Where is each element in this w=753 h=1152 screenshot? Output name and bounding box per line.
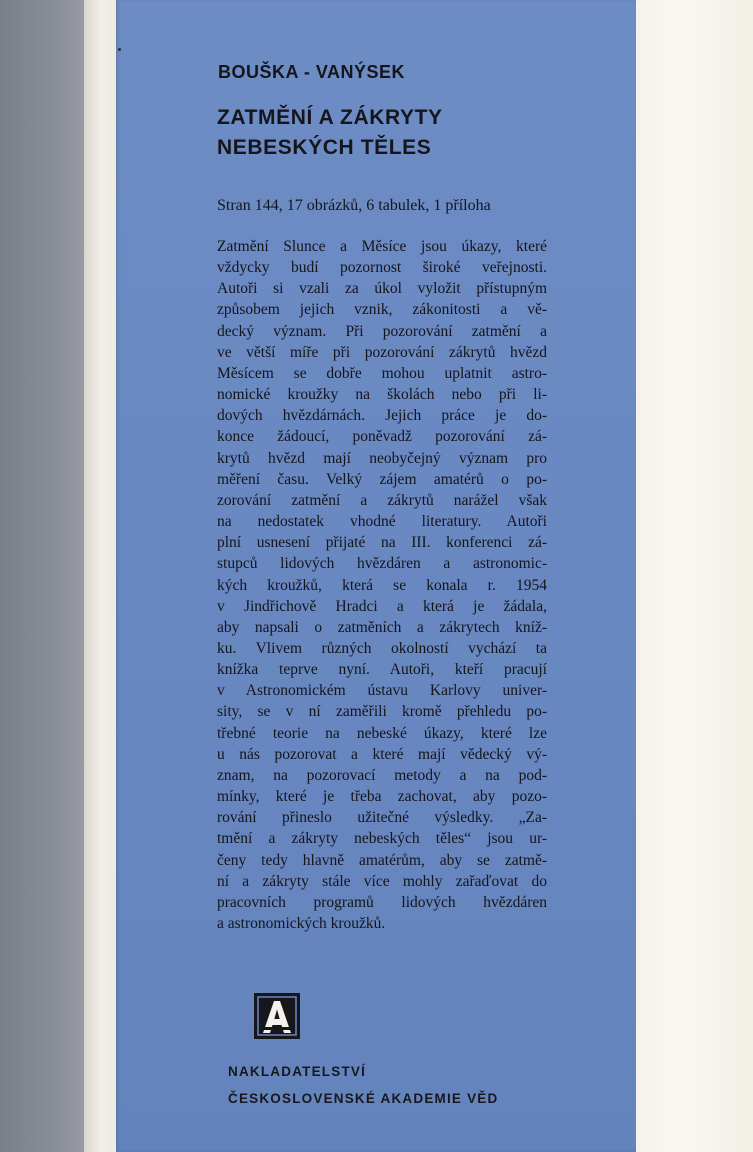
blurb-line: Zatmění Slunce a Měsíce jsou úkazy, které	[217, 238, 547, 255]
book-meta: Stran 144, 17 obrázků, 6 tabulek, 1 příloha	[217, 197, 491, 214]
publisher-logo-icon	[254, 993, 300, 1039]
blurb-line: v Astronomickém ústavu Karlovy univer-	[217, 682, 547, 700]
publisher-name	[228, 1058, 498, 1112]
blurb-line: způsobem jejich vznik, zákonitosti a vě-	[217, 301, 547, 319]
blurb-line: mínky, které je třeba zachovat, aby pozo-	[217, 788, 547, 806]
blurb-line: třebné teorie na nebeské úkazy, které lze	[217, 724, 547, 742]
blurb-line: krytů hvězd mají neobyčejný význam pro	[217, 449, 547, 467]
blurb-line: kých kroužků, která se konala r. 1954	[217, 576, 547, 594]
publisher-line: ČESKOSLOVENSKÉ AKADEMIE VĚD	[228, 1091, 499, 1106]
page-edge-left	[84, 0, 120, 1152]
blurb-line: na nedostatek vhodné literatury. Autoři	[217, 513, 547, 531]
blurb-line: tmění a zákryty nebeských těles“ jsou ur-	[217, 830, 547, 848]
blurb-line: a astronomických kroužků.	[217, 915, 386, 932]
authors: BOUŠKA - VANÝSEK	[218, 62, 406, 82]
blurb-line: knížka teprve nyní. Autoři, kteří pracují	[217, 661, 547, 679]
publisher-line: NAKLADATELSTVÍ	[228, 1064, 367, 1079]
blurb-line: ve větší míře při pozorování zákrytů hvězd	[217, 343, 547, 361]
blurb-line: stupců lidových hvězdáren a astronomic-	[217, 555, 547, 573]
blurb-line: znam, na pozorovací metody a na pod-	[217, 766, 547, 784]
blurb-line: plní usnesení přijaté na III. konferenci zá-	[217, 534, 547, 552]
blurb-text	[217, 236, 547, 934]
blurb-line: sity, se v ní zaměřili kromě přehledu po-	[217, 703, 547, 721]
book-title	[217, 103, 443, 163]
blurb-line: Autoři si vzali za úkol vyložit přístupným	[217, 280, 547, 298]
title-line: ZATMĚNÍ A ZÁKRYTY	[217, 106, 443, 129]
blurb-line: rování přineslo užitečné výsledky. „Za-	[217, 809, 547, 827]
blurb-line: ní a zákryty stále více mohly zařaďovat do	[217, 872, 547, 890]
blurb-line: konce žádoucí, poněvadž pozorování zá-	[217, 428, 547, 446]
blurb-line: Měsícem se dobře mohou uplatnit astro-	[217, 364, 547, 382]
blurb-line: dových hvězdárnách. Jejich práce je do-	[217, 407, 547, 425]
blurb-line: vždycky budí pozornost široké veřejnosti.	[217, 259, 547, 277]
blurb-line: zorování zatmění a zákrytů narážel však	[217, 491, 547, 509]
blurb-line: v Jindřichově Hradci a která je žádala,	[217, 597, 547, 615]
blurb-line: u nás pozorovat a které mají vědecký vý-	[217, 745, 547, 763]
page-margin-right	[630, 0, 753, 1152]
blurb-line: pracovních programů lidových hvězdáren	[217, 893, 547, 911]
title-line: NEBESKÝCH TĚLES	[217, 136, 432, 159]
blurb-line: ku. Vlivem různých okolností vychází ta	[217, 639, 547, 657]
blurb-line: čeny tedy hlavně amatérům, aby se zatmě-	[217, 851, 547, 869]
blurb-line: aby napsali o zatměních a zákrytech kníž-	[217, 618, 547, 636]
ink-speck	[118, 48, 121, 51]
blurb-line: decký význam. Při pozorování zatmění a	[217, 322, 547, 340]
blurb-line: měření času. Velký zájem amatérů o po-	[217, 470, 547, 488]
blurb-line: nomické kroužky na školách nebo při li-	[217, 386, 547, 404]
